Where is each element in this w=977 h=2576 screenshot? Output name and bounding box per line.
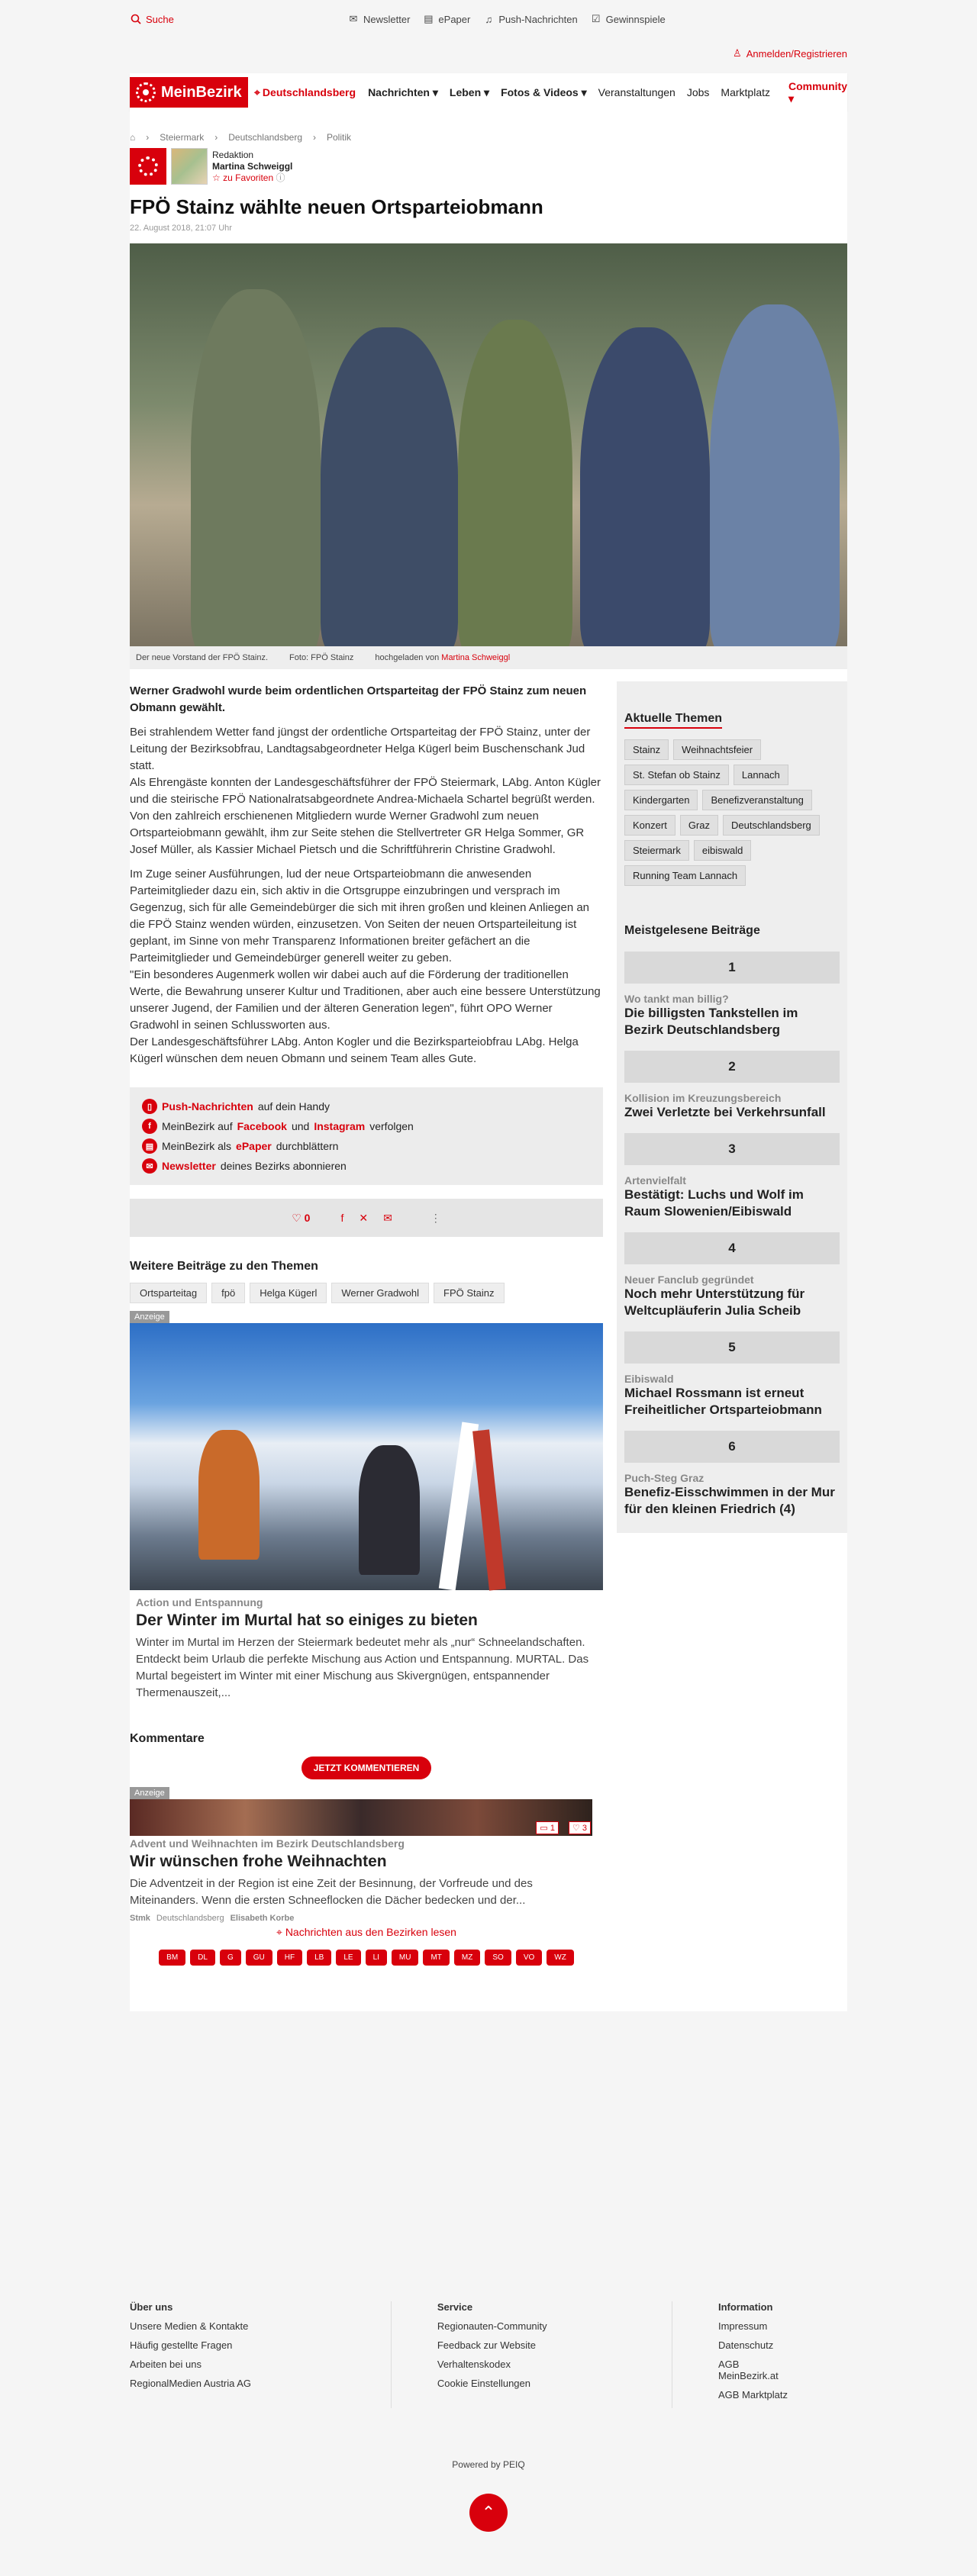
mostread-title: Meistgelesene Beiträge xyxy=(624,924,760,937)
ad-title[interactable]: Der Winter im Murtal hat so einiges zu bieten xyxy=(136,1612,478,1629)
avatar[interactable] xyxy=(171,148,208,185)
item-title[interactable]: Noch mehr Unterstützung für Weltcupläuferin Julia Scheib xyxy=(624,1286,805,1318)
topic-tag[interactable]: St. Stefan ob Stainz xyxy=(624,765,729,785)
facebook-share-icon[interactable]: f xyxy=(340,1212,344,1224)
list-item[interactable] xyxy=(624,1051,840,1121)
topics-title: Aktuelle Themen xyxy=(624,712,722,729)
topic-tag[interactable]: eibiswald xyxy=(694,840,751,861)
login-link[interactable] xyxy=(731,47,847,60)
topics-list xyxy=(624,739,840,886)
promo-social[interactable]: f MeinBezirk auf Facebook und Instagram verfolgen xyxy=(142,1116,591,1136)
gift-icon: ☑ xyxy=(591,13,601,24)
topic-tag[interactable]: Konzert xyxy=(624,815,676,836)
topic-tags xyxy=(130,1283,603,1303)
nav-item-veranstaltungen[interactable]: Veranstaltungen xyxy=(598,85,676,98)
footer-link[interactable]: AGB Marktplatz xyxy=(717,2389,788,2401)
footer-link[interactable]: RegionalMedien Austria AG xyxy=(130,2378,251,2389)
image-caption xyxy=(130,646,847,669)
region-button[interactable]: BM xyxy=(159,1950,185,1966)
uploaded-label: hochgeladen von xyxy=(375,653,440,662)
footer-heading: Information xyxy=(717,2301,773,2313)
list-item[interactable] xyxy=(624,952,840,1038)
author-box xyxy=(130,148,847,185)
main-navigation xyxy=(130,73,847,111)
logo-flower-icon xyxy=(136,82,156,102)
paragraph: Als Ehrengäste konnten der Landesgeschäftsführer der FPÖ Steiermark, LAbg. Anton Kügler und die steirische FPÖ Nationalratsabgeordnete Andrea-Michaela Schartel begrüßt werden. xyxy=(130,776,601,806)
logo[interactable] xyxy=(130,77,248,108)
bezirke-link[interactable] xyxy=(130,1926,603,1939)
location-pin-icon: ⌖ xyxy=(276,1926,282,1938)
tag[interactable]: Werner Gradwohl xyxy=(331,1283,429,1303)
like-button[interactable]: ♡ 0 xyxy=(292,1211,311,1224)
region-label: Deutschlandsberg xyxy=(262,86,356,98)
region-button[interactable]: DL xyxy=(190,1950,215,1966)
login-label: Anmelden/Registrieren xyxy=(746,47,847,60)
home-icon[interactable]: ⌂ xyxy=(130,132,136,143)
epaper-link[interactable] xyxy=(422,13,470,25)
ad-label: Anzeige xyxy=(130,1311,169,1323)
item-title[interactable]: Michael Rossmann ist erneut Freiheitlicher Ortsparteiobmann xyxy=(624,1386,822,1417)
footer xyxy=(130,2301,847,2408)
photo-credit: Foto: FPÖ Stainz xyxy=(289,653,354,662)
meta-region: Deutschlandsberg xyxy=(156,1914,224,1923)
newspaper-icon: ▤ xyxy=(142,1138,157,1154)
star-icon: ☆ xyxy=(212,172,221,183)
topic-tag[interactable]: Stainz xyxy=(624,739,669,760)
mail-share-icon[interactable]: ✉ xyxy=(383,1211,392,1224)
article-body xyxy=(130,724,603,1067)
ad-category: Advent und Weihnachten im Bezirk Deutschlandsberg xyxy=(130,1837,405,1850)
footer-link[interactable]: Feedback zur Website xyxy=(437,2339,536,2351)
region-buttons xyxy=(130,1950,603,1966)
community-label: Community xyxy=(788,79,847,92)
ad-image[interactable] xyxy=(130,1799,592,1836)
breadcrumb-item[interactable]: Politik xyxy=(327,132,352,143)
region-button[interactable]: LE xyxy=(336,1950,360,1966)
search-link[interactable] xyxy=(130,13,174,25)
ad-title[interactable]: Wir wünschen frohe Weihnachten xyxy=(130,1853,387,1870)
footer-link[interactable]: Datenschutz xyxy=(717,2339,774,2351)
search-icon xyxy=(130,13,142,25)
footer-link[interactable]: Häufig gestellte Fragen xyxy=(130,2339,233,2351)
page-title: FPÖ Stainz wählte neuen Ortsparteiobmann xyxy=(130,195,543,218)
list-item[interactable] xyxy=(624,1232,840,1319)
footer-link[interactable]: Verhaltenskodex xyxy=(437,2359,511,2370)
nav-item-community[interactable]: Community ▾ xyxy=(788,79,847,105)
region-button[interactable]: MT xyxy=(423,1950,449,1966)
logo-text: MeinBezirk xyxy=(161,83,242,101)
caption-text: Der neue Vorstand der FPÖ Stainz. xyxy=(136,653,269,662)
redaktion-logo xyxy=(130,148,166,185)
topic-tag[interactable]: Running Team Lannach xyxy=(624,865,746,886)
epaper-label: ePaper xyxy=(438,13,471,25)
nav-item-fotos[interactable]: Fotos & Videos ▾ xyxy=(501,85,587,98)
like-count-badge: ♡ 3 xyxy=(569,1821,591,1834)
push-link[interactable] xyxy=(482,13,577,25)
breadcrumb: ⌂ › Steiermark › Deutschlandsberg › Politik xyxy=(130,132,352,143)
article-lead: Werner Gradwohl wurde beim ordentlichen Ortsparteitag der FPÖ Stainz zum neuen Obmann gewählt. xyxy=(130,684,587,714)
topic-tag[interactable]: Graz xyxy=(680,815,718,836)
topic-tag[interactable]: Benefizveranstaltung xyxy=(702,790,811,810)
nav-item-jobs[interactable]: Jobs xyxy=(686,85,710,98)
item-title[interactable]: Bestätigt: Luchs und Wolf im Raum Slowenien/Eibiswald xyxy=(624,1187,804,1219)
nav-item-nachrichten[interactable]: Nachrichten ▾ xyxy=(368,85,438,98)
region-button[interactable]: MZ xyxy=(454,1950,480,1966)
tag[interactable]: Helga Kügerl xyxy=(250,1283,327,1303)
search-label: Suche xyxy=(146,13,174,25)
nav-item-marktplatz[interactable]: Marktplatz xyxy=(721,85,770,98)
newsletter-link[interactable] xyxy=(347,13,410,25)
sidebar xyxy=(617,681,847,1533)
item-title[interactable]: Benefiz-Eisschwimmen in der Mur für den kleinen Friedrich (4) xyxy=(624,1485,835,1516)
user-icon: ♙ xyxy=(732,47,742,59)
ad-teaser-2[interactable] xyxy=(130,1785,603,1923)
breadcrumb-item[interactable]: Deutschlandsberg xyxy=(228,132,302,143)
gewinnspiele-label: Gewinnspiele xyxy=(605,13,666,25)
ad-teaser[interactable] xyxy=(130,1309,603,1702)
item-title[interactable]: Zwei Verletzte bei Verkehrsunfall xyxy=(624,1105,826,1119)
topic-tag[interactable]: Deutschlandsberg xyxy=(723,815,820,836)
tag[interactable]: Ortsparteitag xyxy=(130,1283,207,1303)
paragraph: Von den zahlreich erschienenen Mitgliedern wurde Werner Gradwohl zum neuen Ortsparteiobmann gewählt, ihm zur Seite stehen die Stellvertreter GR Helga Sommer, GR Josef Müller, als Kassier Michael Pietsch und die Schriftführerin Christine Gradwohl. xyxy=(130,810,585,856)
comment-count-badge: ▭ 1 xyxy=(536,1821,559,1834)
item-category: Kollision im Kreuzungsbereich xyxy=(624,1092,782,1104)
item-category: Artenvielfalt xyxy=(624,1174,686,1187)
promo-push[interactable]: ▯ Push-Nachrichten auf dein Handy xyxy=(142,1096,591,1116)
rank: 2 xyxy=(624,1051,840,1083)
comments-title: Kommentare xyxy=(130,1732,205,1745)
breadcrumb-item[interactable]: Steiermark xyxy=(160,132,205,143)
push-label: Push-Nachrichten xyxy=(498,13,578,25)
footer-link[interactable]: Unsere Medien & Kontakte xyxy=(130,2320,249,2332)
bell-icon: ♫ xyxy=(485,13,493,25)
region-button[interactable]: MU xyxy=(392,1950,419,1966)
footer-heading: Über uns xyxy=(130,2301,173,2313)
region-button[interactable]: GU xyxy=(246,1950,272,1966)
promo-epaper[interactable]: ▤ MeinBezirk als ePaper durchblättern xyxy=(142,1136,591,1156)
comment-button[interactable]: JETZT KOMMENTIEREN xyxy=(301,1757,432,1779)
article-image[interactable] xyxy=(130,243,847,646)
promo-newsletter[interactable]: ✉ Newsletter deines Bezirks abonnieren xyxy=(142,1156,591,1176)
scroll-to-top-button[interactable] xyxy=(469,2494,508,2532)
newsletter-label: Newsletter xyxy=(363,13,411,25)
region-button[interactable]: LB xyxy=(307,1950,331,1966)
list-item[interactable] xyxy=(624,1331,840,1418)
more-topics-title: Weitere Beiträge zu den Themen xyxy=(130,1260,318,1273)
footer-link[interactable]: Regionauten-Community xyxy=(437,2320,547,2332)
mostread-list xyxy=(624,952,840,1518)
topic-tag[interactable]: Kindergarten xyxy=(624,790,698,810)
info-icon: ⓘ xyxy=(276,172,285,183)
footer-link[interactable]: Impressum xyxy=(717,2320,768,2332)
favorite-label: zu Favoriten xyxy=(223,172,274,183)
gewinnspiele-link[interactable] xyxy=(590,13,666,25)
nav-item-leben[interactable]: Leben ▾ xyxy=(449,85,490,98)
footer-heading: Service xyxy=(437,2301,473,2313)
favorite-button[interactable] xyxy=(212,172,292,184)
topic-tag[interactable]: Steiermark xyxy=(624,840,689,861)
article-column xyxy=(130,681,603,2011)
mail-icon: ✉ xyxy=(349,13,358,24)
tag[interactable]: fpö xyxy=(211,1283,245,1303)
ad-image[interactable] xyxy=(130,1323,603,1590)
bezirke-label: Nachrichten aus den Bezirken lesen xyxy=(285,1926,456,1938)
paragraph: "Ein besonderes Augenmerk wollen wir dabei auch auf die Förderung der traditionellen Werte, die Bewahrung unserer Kultur und Traditionen, aber auch eine bessere Unterstützung unserer Jugend, der Familien und der älteren Generation legen", führt OPO Werner Gradwohl in seinen Schlussworten aus. xyxy=(130,968,601,1032)
footer-link[interactable]: Cookie Einstellungen xyxy=(437,2378,530,2389)
paragraph: Der Landesgeschäftsführer LAbg. Anton Kogler und die Bezirksparteiobfrau LAbg. Helga Kügerl wünschen dem neuen Obmann und seinem Team alles Gute. xyxy=(130,1035,579,1065)
rank: 6 xyxy=(624,1431,840,1463)
article-date: 22. August 2018, 21:07 Uhr xyxy=(130,224,232,233)
nav-label: Nachrichten xyxy=(368,85,430,98)
paragraph: Bei strahlendem Wetter fand jüngst der ordentliche Ortsparteitag der FPÖ Stainz, unter der Leitung der Bezirksobfrau, Landtagsabgeordneter Helga Kügerl beim Buschenschank Jud statt. xyxy=(130,726,591,772)
more-options-icon[interactable]: ⋮ xyxy=(430,1211,441,1224)
list-item[interactable] xyxy=(624,1431,840,1518)
promo-box xyxy=(130,1087,603,1185)
region-button[interactable]: SO xyxy=(485,1950,511,1966)
top-bar xyxy=(0,0,977,38)
meta-author: Elisabeth Korbe xyxy=(230,1914,295,1923)
rank: 4 xyxy=(624,1232,840,1264)
item-category: Wo tankt man billig? xyxy=(624,993,729,1005)
ad-description: Die Adventzeit in der Region ist eine Zeit der Besinnung, der Vorfreude und des Miteinanders. Wenn die ersten Schneeflocken die Dächer bedecken und der... xyxy=(130,1877,533,1907)
footer-link[interactable]: AGB MeinBezirk.at xyxy=(717,2359,779,2381)
item-category: Puch-Steg Graz xyxy=(624,1472,705,1484)
rank: 3 xyxy=(624,1133,840,1165)
ad-label: Anzeige xyxy=(130,1787,169,1799)
like-count: 0 xyxy=(304,1211,311,1224)
location-pin-icon: ⌖ xyxy=(254,85,260,98)
region-button[interactable]: HF xyxy=(277,1950,302,1966)
item-title[interactable]: Die billigsten Tankstellen im Bezirk Deutschlandsberg xyxy=(624,1006,798,1037)
chevron-up-icon: ⌃ xyxy=(481,2503,496,2522)
topic-tag[interactable]: Weihnachtsfeier xyxy=(673,739,761,760)
author-name[interactable]: Martina Schweiggl xyxy=(212,160,293,172)
region-button[interactable]: G xyxy=(220,1950,241,1966)
facebook-icon: f xyxy=(142,1119,157,1134)
region-button[interactable]: WZ xyxy=(547,1950,574,1966)
tag[interactable]: FPÖ Stainz xyxy=(434,1283,504,1303)
mail-icon: ✉ xyxy=(142,1158,157,1174)
region-button[interactable]: VO xyxy=(516,1950,542,1966)
phone-icon: ▯ xyxy=(142,1099,157,1114)
nav-label: Leben xyxy=(449,85,482,98)
region-button[interactable]: LI xyxy=(366,1950,387,1966)
meta-state: Stmk xyxy=(130,1914,150,1923)
author-role: Redaktion xyxy=(212,149,254,160)
rank: 5 xyxy=(624,1331,840,1364)
item-category: Eibiswald xyxy=(624,1373,674,1385)
rank: 1 xyxy=(624,952,840,984)
ad-description: Winter im Murtal im Herzen der Steiermark bedeutet mehr als „nur“ Schneelandschaften. Entdeckt beim Urlaub die perfekte Mischung aus Action und Entspannung. MURTAL. Das Murtal begeistert im Winter mit einer Mischung aus Skivergnügen, entspannender Thermenauszeit,... xyxy=(136,1636,589,1699)
x-share-icon[interactable]: ✕ xyxy=(359,1211,369,1224)
social-bar xyxy=(130,1199,603,1237)
uploader-link[interactable]: Martina Schweiggl xyxy=(441,653,511,662)
newspaper-icon: ▤ xyxy=(424,13,434,24)
footer-link[interactable]: Arbeiten bei uns xyxy=(130,2359,202,2370)
ad-category: Action und Entspannung xyxy=(136,1596,263,1608)
list-item[interactable] xyxy=(624,1133,840,1220)
item-category: Neuer Fanclub gegründet xyxy=(624,1274,754,1286)
main-content xyxy=(130,111,847,2011)
powered-by[interactable]: Powered by PEIQ xyxy=(452,2459,525,2470)
nav-label: Fotos & Videos xyxy=(501,85,579,98)
topic-tag[interactable]: Lannach xyxy=(734,765,788,785)
paragraph: Im Zuge seiner Ausführungen, lud der neue Ortsparteiobmann die anwesenden Parteimitglieder dazu ein, sich aktiv in die Ortsgruppe einzubringen und versprach im Gegenzug, sich für alle Gemeindebürger die sich mit ihren großen und kleinen Anliegen an die FPÖ Stainz wenden würden, einzusetzen. Von Seiten der neuen Ortsparteileitung ist geplant, im Sinne von mehr Transparenz Informationen breiter gefächert an die Parteimitglieder und Gemeindebürger generell weiter zu geben. xyxy=(130,868,590,964)
region-selector[interactable] xyxy=(254,86,356,99)
